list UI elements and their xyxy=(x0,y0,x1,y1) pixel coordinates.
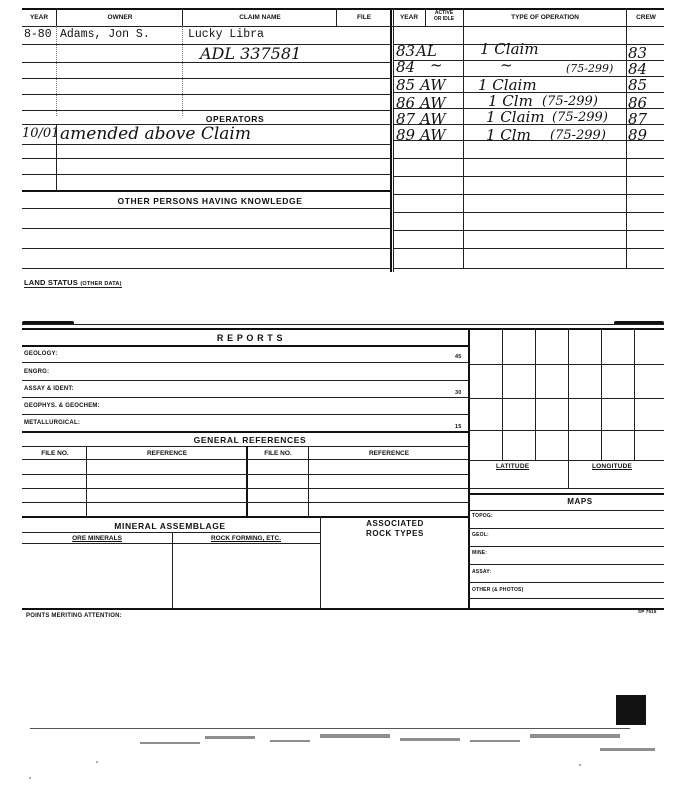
report-geology-num: 45 xyxy=(455,354,462,360)
points-meriting-attention-label: POINTS MERITING ATTENTION: xyxy=(26,613,122,619)
operation-year: 87 xyxy=(396,110,416,128)
report-assay: ASSAY & IDENT: xyxy=(24,386,74,392)
operators-title: OPERATORS xyxy=(205,114,265,124)
scan-noise xyxy=(0,690,678,800)
operation-note: (75-299) xyxy=(552,110,608,125)
land-status-label xyxy=(24,278,122,288)
latitude-label: LATITUDE xyxy=(496,463,530,470)
operation-status: ~ xyxy=(430,56,443,74)
operation-year: 84 xyxy=(396,58,416,76)
operation-type: 1 Claim xyxy=(486,108,545,126)
general-references-title: GENERAL REFERENCES xyxy=(193,435,307,445)
operator-entry-text: amended above Claim xyxy=(60,124,251,144)
gr-col-ref-2: REFERENCE xyxy=(368,450,410,457)
operation-crew: 84 xyxy=(628,60,648,78)
claim-name: Lucky Libra xyxy=(188,28,264,41)
header-type-of-operation: TYPE OF OPERATION xyxy=(511,14,579,21)
operation-year: 89 xyxy=(396,126,416,144)
form-number: SP 7515 xyxy=(638,609,657,614)
ore-minerals-header: ORE MINERALS xyxy=(72,535,122,542)
gr-col-file-2: FILE NO. xyxy=(264,450,292,457)
operation-crew: 86 xyxy=(628,94,648,112)
header-active: ACTIVE xyxy=(434,10,454,16)
operation-type: 1 Claim xyxy=(480,40,539,58)
operator-entry-date: 10/01 xyxy=(22,126,60,141)
operation-type: 1 Clm xyxy=(486,126,531,144)
owner-year: 8-80 xyxy=(24,28,52,41)
operation-type: ~ xyxy=(500,56,513,74)
header-claim-name: CLAIM NAME xyxy=(239,14,281,21)
maps-title: MAPS xyxy=(567,497,593,506)
land-status-sub: (OTHER DATA) xyxy=(80,281,122,287)
header-year: YEAR xyxy=(29,14,49,21)
other-persons-title: OTHER PERSONS HAVING KNOWLEDGE xyxy=(117,196,303,206)
header-owner: OWNER xyxy=(107,14,133,21)
reports-title: R E P O R T S xyxy=(216,333,284,343)
map-other: OTHER (& PHOTOS) xyxy=(472,587,524,593)
report-metallurgical: METALLURGICAL: xyxy=(24,420,81,426)
operation-note: (75-299) xyxy=(566,62,614,75)
owner-name: Adams, Jon S. xyxy=(60,28,150,41)
rock-forming-header: ROCK FORMING, ETC. xyxy=(210,535,282,542)
rock-types-label: ROCK TYPES xyxy=(365,529,424,538)
operation-status: AW xyxy=(420,110,446,128)
map-geol: GEOL: xyxy=(472,532,489,538)
operation-note: (75-299) xyxy=(550,128,606,143)
land-status-text: LAND STATUS xyxy=(24,278,79,287)
longitude-label: LONGITUDE xyxy=(592,463,633,470)
report-geology: GEOLOGY: xyxy=(24,351,58,357)
associated-label: ASSOCIATED xyxy=(366,519,424,528)
report-engrg: ENGRG: xyxy=(24,369,50,375)
operation-year: 85 xyxy=(396,76,416,94)
operation-status: AW xyxy=(420,94,446,112)
header-crew: CREW xyxy=(636,14,656,21)
header-year-right: YEAR xyxy=(399,14,419,21)
operation-note: (75-299) xyxy=(542,94,598,109)
header-file: FILE xyxy=(356,14,372,21)
operation-crew: 85 xyxy=(628,76,648,94)
report-metallurgical-num: 15 xyxy=(455,424,462,430)
gr-col-ref-1: REFERENCE xyxy=(146,450,188,457)
report-assay-num: 30 xyxy=(455,390,462,396)
operation-type: 1 Clm xyxy=(488,92,533,110)
operation-year: 86 xyxy=(396,94,416,112)
operation-type: 1 Claim xyxy=(478,76,537,94)
map-mine: MINE: xyxy=(472,550,488,556)
operation-year: 83 xyxy=(396,42,416,60)
claim-number: ADL 337581 xyxy=(200,44,302,63)
operation-crew: 89 xyxy=(628,126,648,144)
map-topog: TOPOG: xyxy=(472,513,493,519)
operation-status: AL xyxy=(416,42,437,60)
mineral-assemblage-title: MINERAL ASSEMBLAGE xyxy=(114,521,226,531)
operation-crew: 83 xyxy=(628,44,648,62)
operation-crew: 87 xyxy=(628,110,648,128)
report-geophys: GEOPHYS. & GEOCHEM: xyxy=(24,403,100,409)
map-assay: ASSAY: xyxy=(472,569,492,575)
operation-status: AW xyxy=(420,76,446,94)
operation-status: AW xyxy=(420,126,446,144)
gr-col-file-1: FILE NO. xyxy=(41,450,69,457)
header-idle: OR IDLE xyxy=(433,16,455,22)
